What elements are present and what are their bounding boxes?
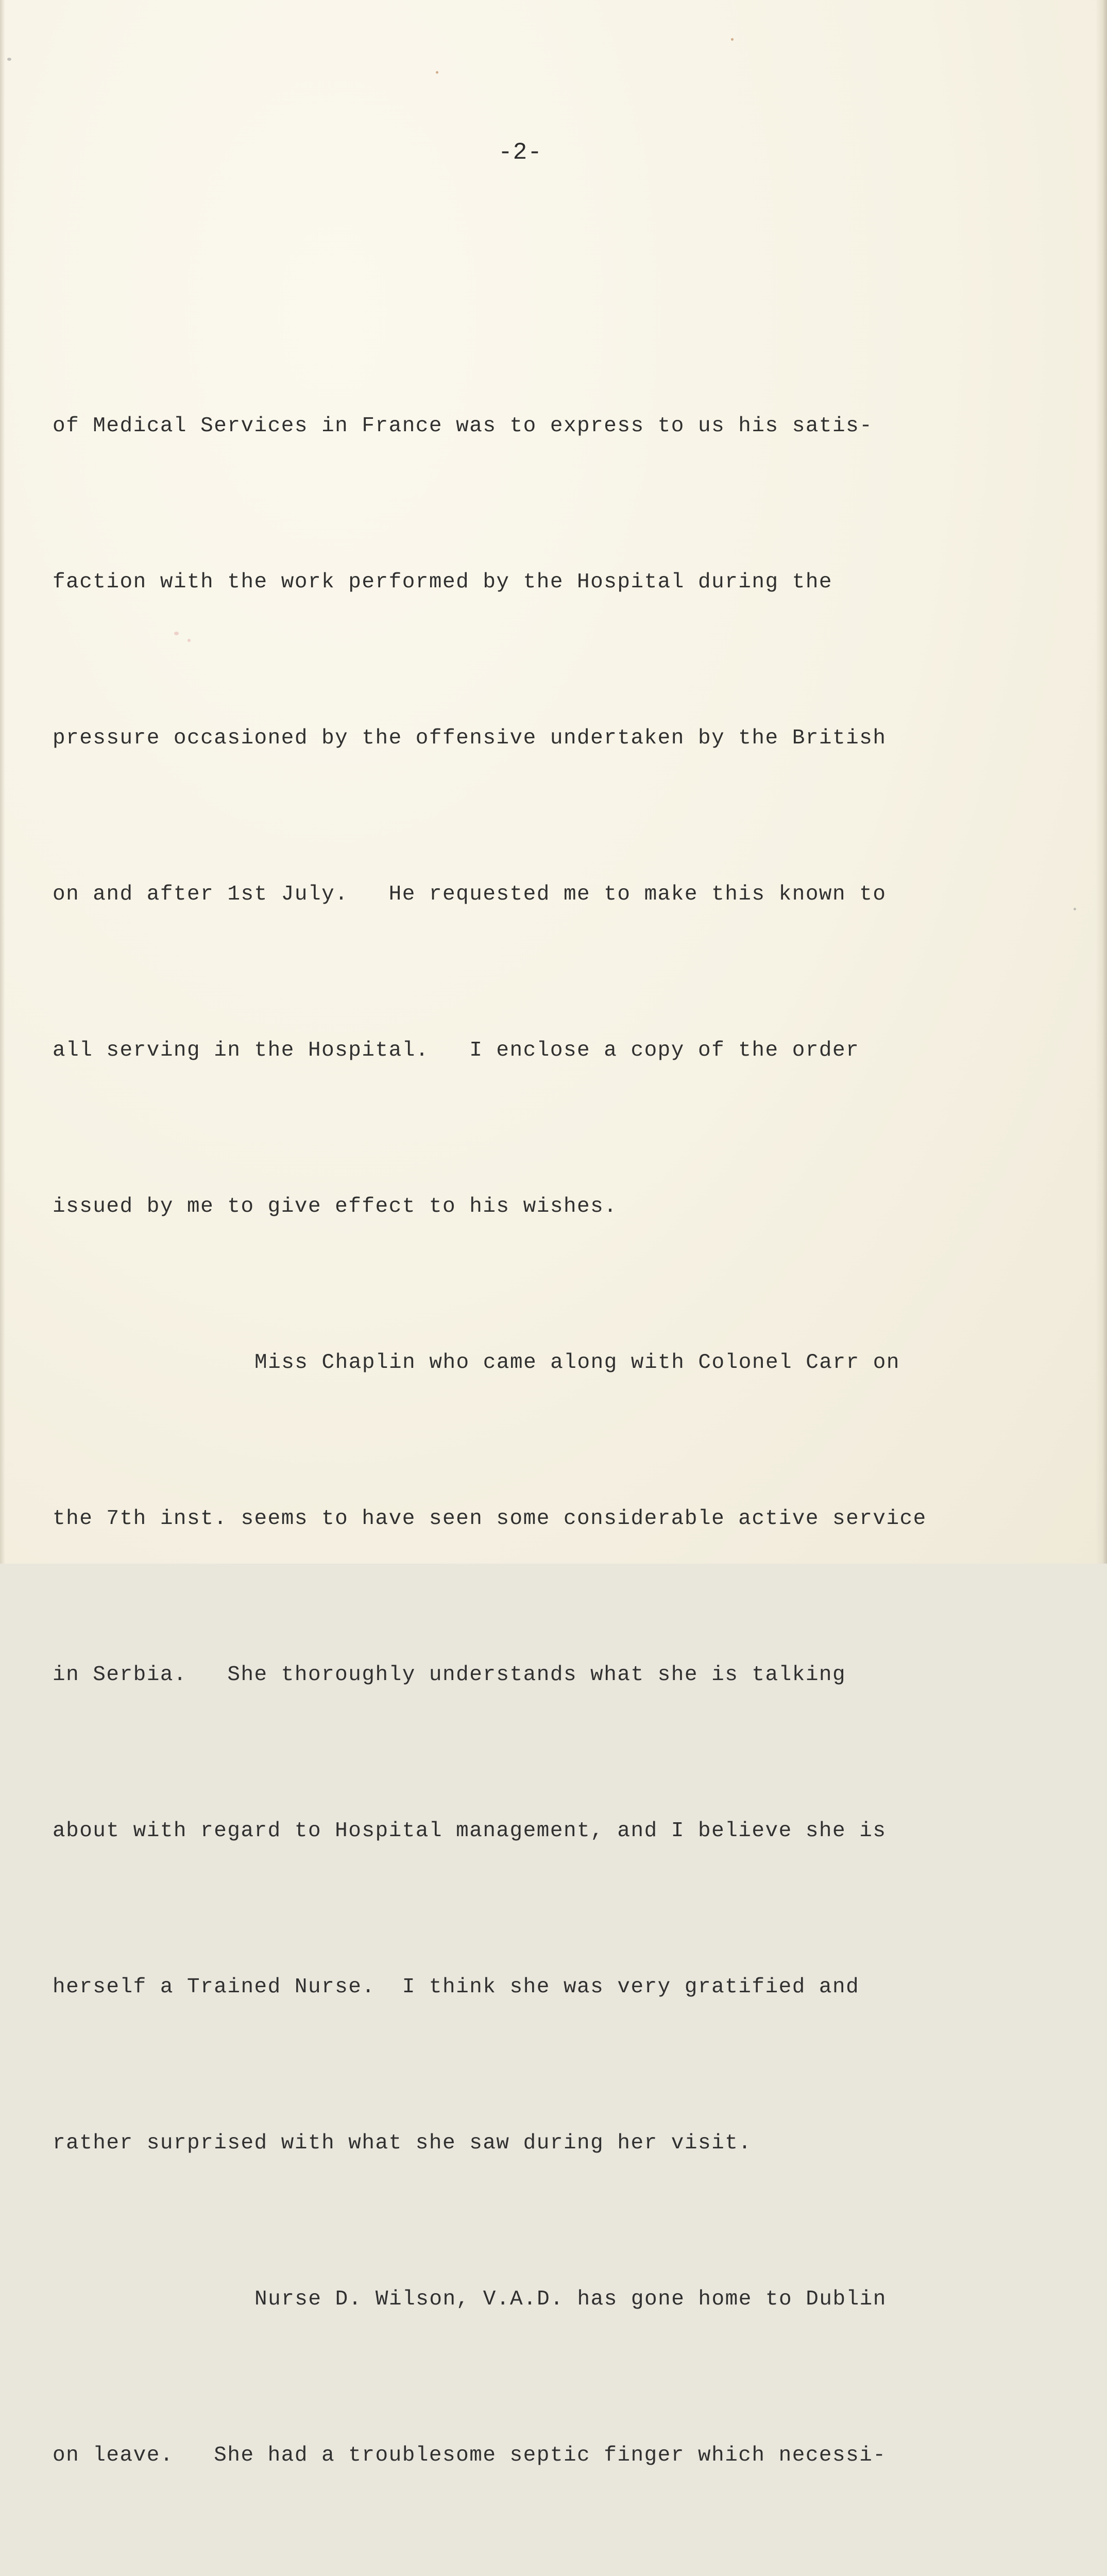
body-line: faction with the work performed by the Hospital during the: [53, 570, 833, 594]
paper-speck: [436, 71, 438, 74]
body-line: all serving in the Hospital. I enclose a copy of the order: [53, 1039, 860, 1062]
body-line: in Serbia. She thoroughly understands what she is talking: [53, 1663, 846, 1687]
page-number: -2-: [498, 139, 542, 166]
paragraph-start-line: Nurse D. Wilson, V.A.D. has gone home to Dublin: [254, 2287, 887, 2311]
body-line: the 7th inst. seems to have seen some considerable active service: [53, 1507, 927, 1531]
paper-left-edge: [0, 0, 5, 1564]
paper-right-edge: [1096, 0, 1107, 1564]
letter-body: [53, 296, 1078, 2576]
body-line: on and after 1st July. He requested me to make this known to: [53, 883, 887, 906]
body-line: rather surprised with what she saw during her visit.: [53, 2131, 752, 2155]
paper-speck: [731, 38, 734, 41]
body-line: herself a Trained Nurse. I think she was very gratified and: [53, 1975, 860, 1999]
body-line: about with regard to Hospital management, and I believe she is: [53, 1819, 887, 1843]
body-line: on leave. She had a troublesome septic finger which necessi-: [53, 2444, 887, 2467]
body-line: of Medical Services in France was to express to us his satis-: [53, 414, 873, 438]
body-line: pressure occasioned by the offensive undertaken by the British: [53, 726, 887, 750]
paper-speck: [7, 58, 11, 61]
paragraph-start-line: Miss Chaplin who came along with Colonel Carr on: [254, 1351, 900, 1375]
body-line: issued by me to give effect to his wishes.: [53, 1195, 618, 1218]
